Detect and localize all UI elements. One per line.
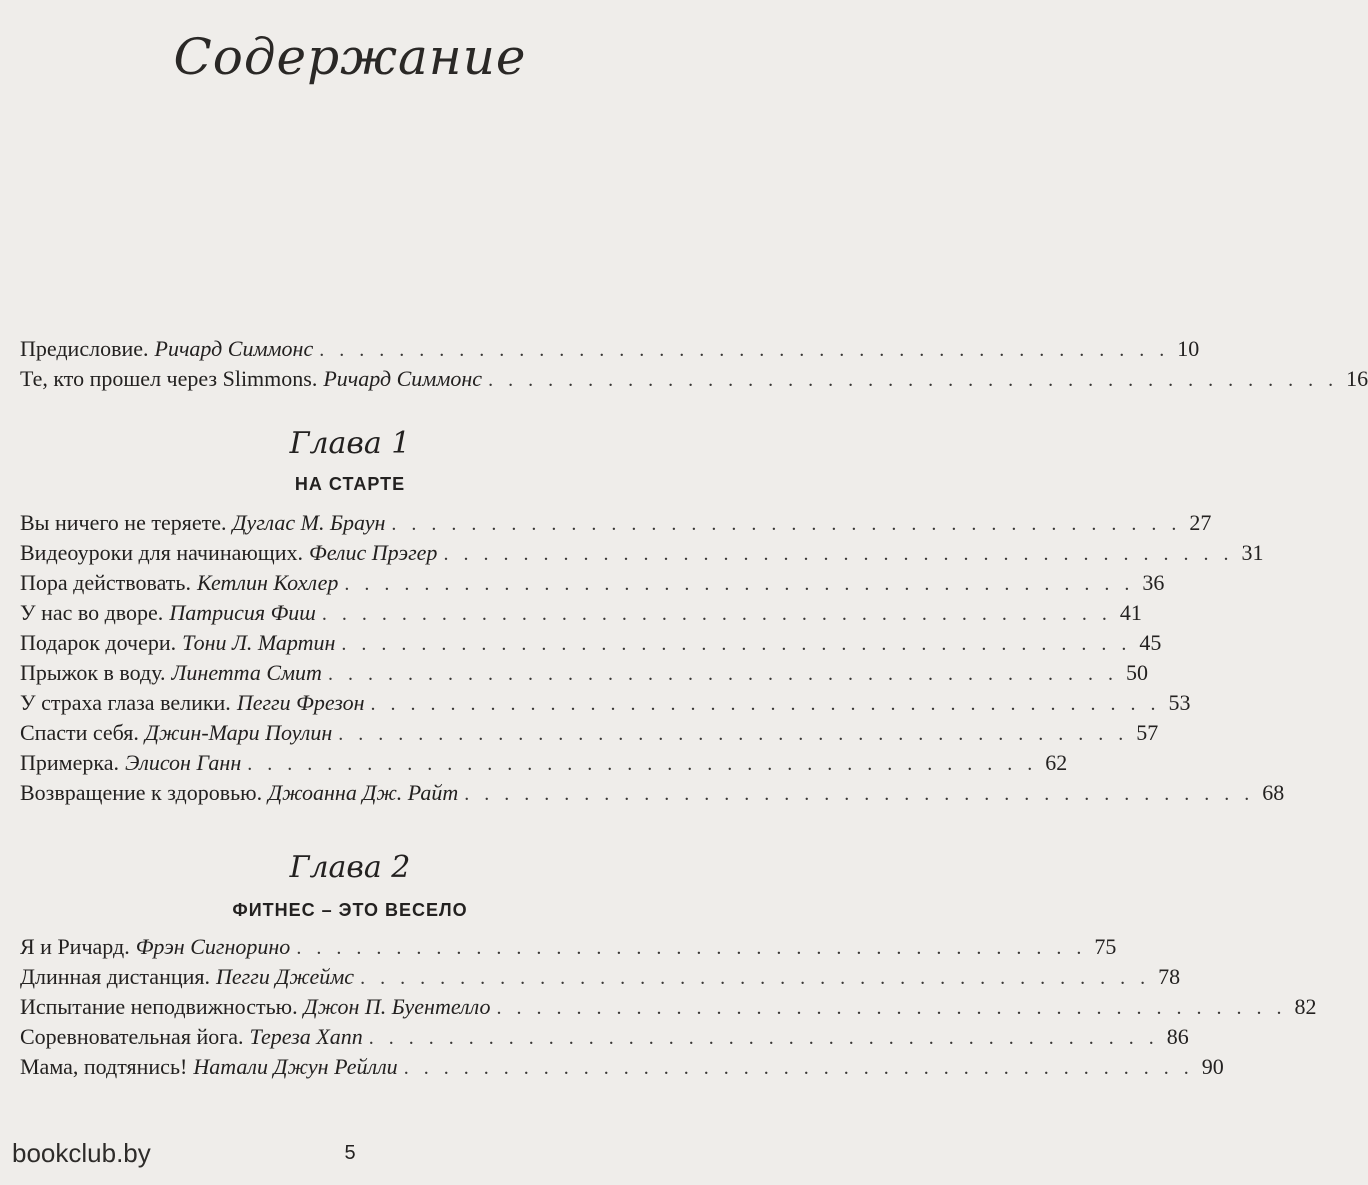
- toc-leader: . . . . . . . . . . . . . . . . . . . . . . . . . . . . . . . . . . . . . . . .: [338, 723, 1129, 745]
- toc-preface-list: [20, 336, 1368, 396]
- toc-leader: . . . . . . . . . . . . . . . . . . . . . . . . . . . . . . . . . . . . . . . .: [344, 573, 1135, 595]
- toc-entry-title: Испытание неподвижностью.: [20, 994, 298, 1019]
- toc-entry-title: Вы ничего не теряете.: [20, 510, 227, 535]
- toc-entry-title: Соревновательная йога.: [20, 1024, 244, 1049]
- toc-leader: . . . . . . . . . . . . . . . . . . . . . . . . . . . . . . . . . . . . . . . .: [321, 603, 1112, 625]
- toc-entry-page: 68: [1262, 780, 1285, 805]
- toc-entry-title: Возвращение к здоровью.: [20, 780, 263, 805]
- watermark: bookclub.by: [12, 1138, 151, 1168]
- toc-entry: [20, 720, 1159, 750]
- toc-entry-page: 82: [1294, 994, 1317, 1019]
- toc-entry: [20, 366, 1368, 396]
- toc-entry: [20, 780, 1285, 810]
- toc-entry-author: Джоанна Дж. Райт: [268, 780, 459, 805]
- toc-entry-author: Натали Джун Рейлли: [193, 1054, 398, 1079]
- toc-chapter-2-list: [20, 934, 1317, 1084]
- toc-entry-title: У нас во дворе.: [20, 600, 164, 625]
- toc-leader: . . . . . . . . . . . . . . . . . . . . . . . . . . . . . . . . . . . . . . . .: [403, 1057, 1194, 1079]
- toc-entry: [20, 964, 1181, 994]
- toc-entry-title: Те, кто прошел через Slimmons.: [20, 366, 318, 391]
- toc-leader: . . . . . . . . . . . . . . . . . . . . . . . . . . . . . . . . . . . . . . . . . . .: [319, 339, 1170, 361]
- toc-leader: . . . . . . . . . . . . . . . . . . . . . . . . . . . . . . . . . . . . . . . .: [370, 693, 1161, 715]
- toc-entry-author: Фелис Прэгер: [309, 540, 438, 565]
- toc-entry-page: 27: [1189, 510, 1212, 535]
- toc-entry-page: 57: [1136, 720, 1159, 745]
- toc-entry-page: 45: [1139, 630, 1162, 655]
- toc-entry-title: Я и Ричард.: [20, 934, 130, 959]
- page-number: 5: [344, 1142, 356, 1164]
- toc-entry-author: Пегги Джеймс: [216, 964, 355, 989]
- toc-entry-author: Ричард Симмонс: [323, 366, 483, 391]
- page-title: Содержание: [173, 28, 527, 86]
- toc-leader: . . . . . . . . . . . . . . . . . . . . . . . . . . . . . . . . . . . . . . . .: [496, 997, 1287, 1019]
- toc-leader: . . . . . . . . . . . . . . . . . . . . . . . . . . . . . . . . . . . . . . . .: [391, 513, 1182, 535]
- toc-entry-author: Тони Л. Мартин: [182, 630, 336, 655]
- toc-entry-author: Элисон Ганн: [124, 750, 242, 775]
- toc-entry-author: Джон П. Буентелло: [303, 994, 491, 1019]
- toc-entry: [20, 750, 1068, 780]
- toc-entry-author: Патрисия Фиш: [169, 600, 316, 625]
- toc-leader: . . . . . . . . . . . . . . . . . . . . . . . . . . . . . . . . . . . . . . . . . . .: [488, 369, 1339, 391]
- toc-entry-author: Ричард Симмонс: [154, 336, 314, 361]
- toc-entry: [20, 630, 1162, 660]
- chapter-subtitle: ФИТНЕС – ЭТО ВЕСЕЛО: [232, 900, 468, 920]
- toc-entry-title: Длинная дистанция.: [20, 964, 211, 989]
- toc-entry: [20, 570, 1165, 600]
- toc-leader: . . . . . . . . . . . . . . . . . . . . . . . . . . . . . . . . . . . . . . . .: [296, 937, 1087, 959]
- toc-entry-author: Фрэн Сигнорино: [135, 934, 291, 959]
- toc-leader: . . . . . . . . . . . . . . . . . . . . . . . . . . . . . . . . . . . . . . . .: [341, 633, 1132, 655]
- toc-leader: . . . . . . . . . . . . . . . . . . . . . . . . . . . . . . . . . . . . . . . .: [360, 967, 1151, 989]
- toc-entry-title: Видеоуроки для начинающих.: [20, 540, 304, 565]
- toc-entry-page: 62: [1045, 750, 1068, 775]
- toc-entry: [20, 540, 1264, 570]
- toc-leader: . . . . . . . . . . . . . . . . . . . . . . . . . . . . . . . . . . . . . . . .: [443, 543, 1234, 565]
- toc-entry-title: Примерка.: [20, 750, 119, 775]
- toc-entry: [20, 1024, 1189, 1054]
- toc-entry-author: Кетлин Кохлер: [196, 570, 339, 595]
- toc-entry-page: 41: [1119, 600, 1142, 625]
- toc-entry-page: 86: [1166, 1024, 1189, 1049]
- toc-entry-title: Предисловие.: [20, 336, 149, 361]
- toc-entry: [20, 510, 1212, 540]
- toc-entry-page: 50: [1125, 660, 1148, 685]
- toc-entry-page: 31: [1241, 540, 1264, 565]
- toc-leader: . . . . . . . . . . . . . . . . . . . . . . . . . . . . . . . . . . . . . . . .: [327, 663, 1118, 685]
- toc-entry: [20, 994, 1317, 1024]
- toc-leader: . . . . . . . . . . . . . . . . . . . . . . . . . . . . . . . . . . . . . . . .: [464, 783, 1255, 805]
- toc-entry: [20, 660, 1148, 690]
- toc-entry-title: Прыжок в воду.: [20, 660, 166, 685]
- chapter-subtitle: НА СТАРТЕ: [294, 474, 406, 494]
- toc-entry-page: 90: [1201, 1054, 1224, 1079]
- toc-entry-page: 36: [1142, 570, 1165, 595]
- toc-entry-page: 53: [1168, 690, 1191, 715]
- toc-entry-author: Дуглас М. Браун: [232, 510, 386, 535]
- toc-entry-title: У страха глаза велики.: [20, 690, 231, 715]
- toc-entry-title: Мама, подтянись!: [20, 1054, 188, 1079]
- chapter-heading: Глава 2: [289, 850, 411, 885]
- toc-entry-page: 75: [1094, 934, 1117, 959]
- toc-leader: . . . . . . . . . . . . . . . . . . . . . . . . . . . . . . . . . . . . . . . .: [368, 1027, 1159, 1049]
- toc-leader: . . . . . . . . . . . . . . . . . . . . . . . . . . . . . . . . . . . . . . . .: [247, 753, 1038, 775]
- toc-entry-author: Линетта Смит: [171, 660, 322, 685]
- toc-entry-author: Пегги Фрезон: [236, 690, 365, 715]
- toc-entry-title: Спасти себя.: [20, 720, 139, 745]
- toc-entry: [20, 1054, 1224, 1084]
- toc-entry-author: Джин-Мари Поулин: [144, 720, 333, 745]
- toc-entry-page: 78: [1158, 964, 1181, 989]
- toc-entry-author: Тереза Хапп: [249, 1024, 363, 1049]
- toc-entry: [20, 336, 1200, 366]
- toc-entry-title: Пора действовать.: [20, 570, 191, 595]
- toc-entry-title: Подарок дочери.: [20, 630, 177, 655]
- toc-entry: [20, 600, 1142, 630]
- chapter-heading: Глава 1: [289, 426, 411, 461]
- toc-entry-page: 16: [1346, 366, 1368, 391]
- toc-entry: [20, 690, 1191, 720]
- toc-entry: [20, 934, 1117, 964]
- toc-entry-page: 10: [1177, 336, 1200, 361]
- toc-chapter-1-list: [20, 510, 1285, 810]
